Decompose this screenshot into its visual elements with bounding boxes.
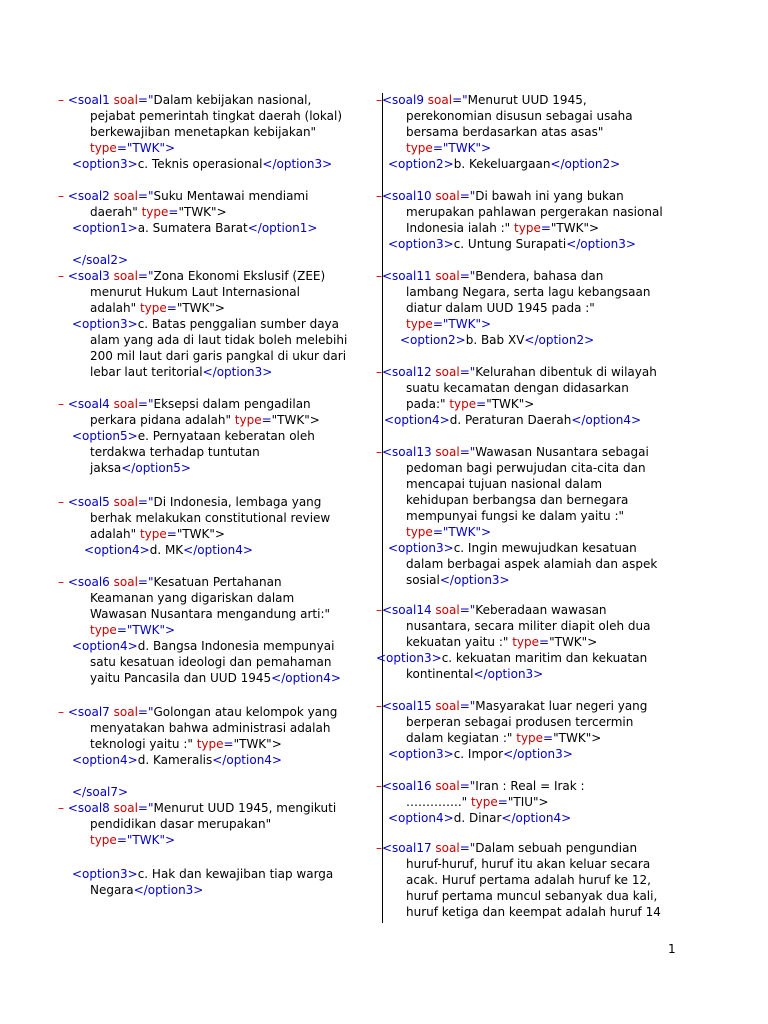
option-line: <option4>d. Kameralis</option4> — [72, 753, 282, 767]
type-attr: type="TWK"> — [90, 141, 176, 155]
collapse-toggle[interactable]: – — [58, 269, 64, 283]
option-line: <option5>e. Pernyataan keberatan oleh — [72, 429, 315, 443]
column-divider — [382, 93, 383, 923]
question-text: acak. Huruf pertama adalah huruf ke 12, — [406, 873, 651, 887]
option-text: sosial</option3> — [406, 573, 510, 587]
question-line: – <soal3 soal="Zona Ekonomi Ekslusif (ZEE) — [58, 269, 326, 283]
question-text: diatur dalam UUD 1945 pada :" — [406, 301, 595, 315]
option-line: <option3>c. Ingin mewujudkan kesatuan — [388, 541, 637, 555]
question-line — [58, 92, 311, 108]
question-text: Keamanan yang digariskan dalam — [90, 591, 295, 605]
question-text: ………….." type="TIU"> — [406, 795, 549, 809]
question-text: pendidikan dasar merupakan" — [90, 817, 272, 831]
question-text: Wawasan Nusantara mengandung arti:" — [90, 607, 330, 621]
option-text: Negara</option3> — [90, 883, 204, 897]
question-line: –<soal15 soal="Masyarakat luar negeri yang — [376, 699, 648, 713]
option-line: <option3>c. kekuatan maritim dan kekuatan — [376, 651, 648, 665]
option-text: yaitu Pancasila dan UUD 1945</option4> — [90, 671, 341, 685]
question-text: Dalam kebijakan nasional, — [153, 93, 312, 107]
question-text: huruf-huruf, huruf itu akan keluar secara — [406, 857, 651, 871]
question-text: kehidupan berbangsa dan bernegara — [406, 493, 629, 507]
collapse-toggle[interactable]: – — [376, 779, 382, 793]
question-text: berperan sebagai produsen tercermin — [406, 715, 634, 729]
option-line: <option3>c. Batas penggalian sumber daya — [72, 317, 339, 331]
question-text: berkewajiban menetapkan kebijakan" — [90, 125, 317, 139]
collapse-toggle[interactable]: – — [376, 269, 382, 283]
question-text: mencapai tujuan nasional dalam — [406, 477, 603, 491]
question-line: – <soal4 soal="Eksepsi dalam pengadilan — [58, 397, 311, 411]
question-line: – <soal7 soal="Golongan atau kelompok yang — [58, 705, 338, 719]
question-text: adalah" type="TWK"> — [90, 527, 225, 541]
question-text: huruf ketiga dan keempat adalah huruf 14 — [406, 905, 661, 919]
question-text: menyatakan bahwa administrasi adalah — [90, 721, 331, 735]
option-line: <option3>c. Impor</option3> — [388, 747, 573, 761]
type-attr: type="TWK"> — [90, 833, 176, 847]
option-text: lebar laut teritorial</option3> — [90, 365, 273, 379]
question-line: – <soal6 soal="Kesatuan Pertahanan — [58, 575, 282, 589]
question-text: berhak melakukan constitutional review — [90, 511, 331, 525]
option-line: <option3>c. Hak dan kewajiban tiap warga — [72, 867, 334, 881]
page-number: 1 — [668, 942, 676, 956]
question-line: –<soal16 soal="Iran : Real = Irak : — [376, 779, 585, 793]
question-line: –<soal13 soal="Wawasan Nusantara sebagai — [376, 445, 649, 459]
collapse-toggle[interactable]: – — [376, 365, 382, 379]
question-text: huruf pertama muncul sebanyak dua kali, — [406, 889, 658, 903]
question-text: suatu kecamatan dengan didasarkan — [406, 381, 629, 395]
question-text: pejabat pemerintah tingkat daerah (lokal) — [90, 109, 342, 123]
question-text: perekonomian disusun sebagai usaha — [406, 109, 633, 123]
collapse-toggle[interactable]: – — [58, 189, 64, 203]
question-text: daerah" type="TWK"> — [90, 205, 227, 219]
type-attr: type="TWK"> — [406, 317, 492, 331]
collapse-toggle[interactable]: – — [58, 93, 64, 107]
question-text: kekuatan yaitu :" type="TWK"> — [406, 635, 598, 649]
question-line: – <soal2 soal="Suku Mentawai mendiami — [58, 189, 309, 203]
option-line: <option4>d. Peraturan Daerah</option4> — [384, 413, 642, 427]
soal-close-tag: </soal7> — [72, 785, 129, 799]
collapse-toggle[interactable]: – — [376, 841, 382, 855]
question-text: adalah" type="TWK"> — [90, 301, 225, 315]
option-line: <option3>c. Teknis operasional</option3> — [72, 157, 333, 171]
question-text: menurut Hukum Laut Internasional — [90, 285, 300, 299]
collapse-toggle[interactable]: – — [376, 189, 382, 203]
collapse-toggle[interactable]: – — [58, 705, 64, 719]
collapse-toggle[interactable]: – — [376, 699, 382, 713]
question-text: teknologi yaitu :" type="TWK"> — [90, 737, 282, 751]
question-text: pada:" type="TWK"> — [406, 397, 535, 411]
question-text: perkara pidana adalah" type="TWK"> — [90, 413, 320, 427]
type-attr: type="TWK"> — [406, 141, 492, 155]
option-line: <option2>b. Bab XV</option2> — [400, 333, 595, 347]
question-text: dalam kegiatan :" type="TWK"> — [406, 731, 602, 745]
question-line: –<soal12 soal="Kelurahan dibentuk di wilayah — [376, 365, 657, 379]
option-line: <option4>d. Dinar</option4> — [388, 811, 572, 825]
type-attr: type="TWK"> — [90, 623, 176, 637]
option-line: <option3>c. Untung Surapati</option3> — [388, 237, 636, 251]
option-text: terdakwa terhadap tuntutan — [90, 445, 260, 459]
option-line: <option1>a. Sumatera Barat</option1> — [72, 221, 318, 235]
collapse-toggle[interactable]: – — [58, 495, 64, 509]
collapse-toggle[interactable]: – — [376, 603, 382, 617]
option-text: kontinental</option3> — [406, 667, 544, 681]
question-line: –<soal17 soal="Dalam sebuah pengundian — [376, 841, 638, 855]
option-line: <option4>d. Bangsa Indonesia mempunyai — [72, 639, 335, 653]
question-line: –<soal10 soal="Di bawah ini yang bukan — [376, 189, 624, 203]
collapse-toggle[interactable]: – — [58, 575, 64, 589]
question-line: –<soal9 soal="Menurut UUD 1945, — [376, 93, 587, 107]
type-attr: type="TWK"> — [406, 525, 492, 539]
option-text: satu kesatuan ideologi dan pemahaman — [90, 655, 332, 669]
option-line: <option2>b. Kekeluargaan</option2> — [388, 157, 621, 171]
question-text: lambang Negara, serta lagu kebangsaan — [406, 285, 651, 299]
soal-close-tag: </soal2> — [72, 253, 129, 267]
question-text: bersama berdasarkan atas asas" — [406, 125, 604, 139]
question-line: – <soal5 soal="Di Indonesia, lembaga yang — [58, 495, 322, 509]
soal-open-tag: <soal1 soal=" — [67, 93, 154, 107]
question-line: –<soal11 soal="Bendera, bahasa dan — [376, 269, 604, 283]
question-line: –<soal14 soal="Keberadaan wawasan — [376, 603, 607, 617]
collapse-toggle[interactable]: – — [376, 93, 382, 107]
option-line: <option4>d. MK</option4> — [84, 543, 253, 557]
collapse-toggle[interactable]: – — [58, 397, 64, 411]
option-text: jaksa</option5> — [90, 461, 191, 475]
option-text: alam yang ada di laut tidak boleh melebihi — [90, 333, 348, 347]
option-text: 200 mil laut dari garis pangkal di ukur dari — [90, 349, 347, 363]
question-text: pedoman bagi perwujudan cita-cita dan — [406, 461, 646, 475]
question-text: nusantara, secara militer diapit oleh dua — [406, 619, 651, 633]
collapse-toggle[interactable]: – — [58, 801, 64, 815]
question-text: mempunyai fungsi ke dalam yaitu :" — [406, 509, 625, 523]
question-line: – <soal8 soal="Menurut UUD 1945, mengikuti — [58, 801, 337, 815]
collapse-toggle[interactable]: – — [376, 445, 382, 459]
question-text: Indonesia ialah :" type="TWK"> — [406, 221, 600, 235]
question-text: merupakan pahlawan pergerakan nasional — [406, 205, 663, 219]
option-text: dalam berbagai aspek alamiah dan aspek — [406, 557, 658, 571]
